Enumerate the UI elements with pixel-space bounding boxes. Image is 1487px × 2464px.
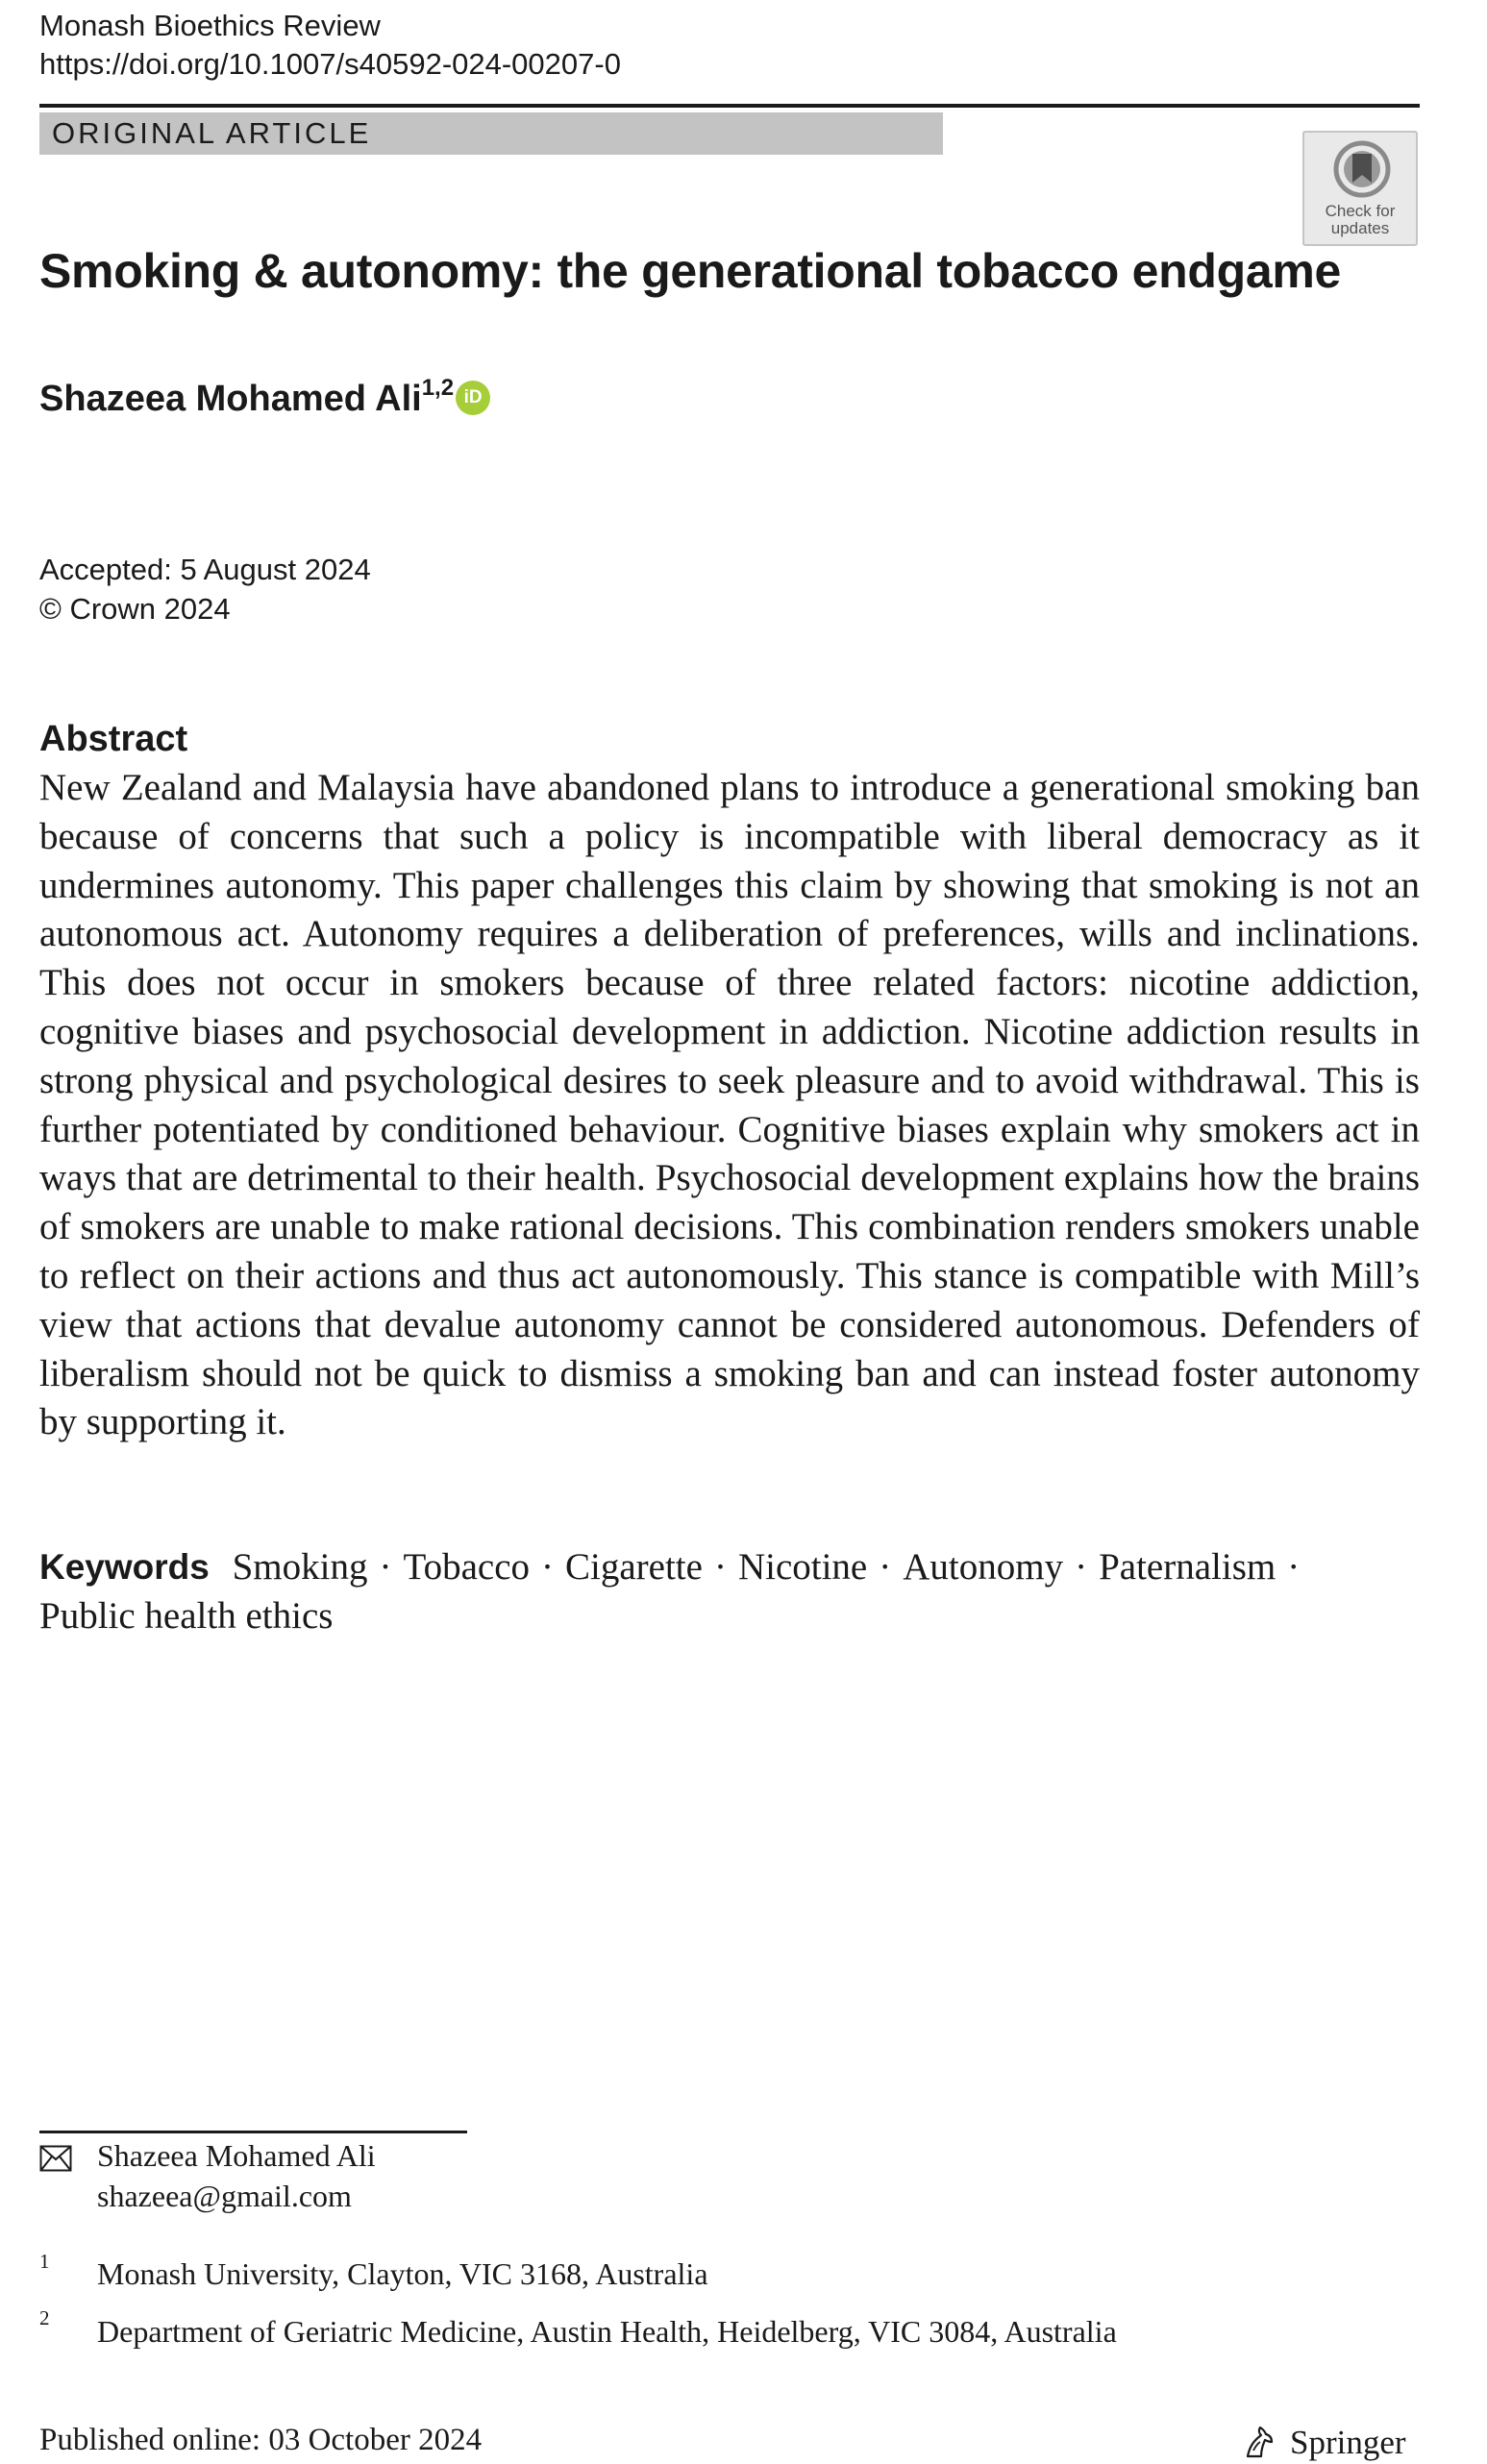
footnote-rule xyxy=(39,2131,467,2133)
affiliation-text: Monash University, Clayton, VIC 3168, Australia xyxy=(97,2256,708,2291)
author-line xyxy=(39,363,490,424)
keyword-separator: · xyxy=(1075,1546,1088,1588)
keyword: Smoking xyxy=(232,1546,368,1588)
check-for-updates-label: Check for updates xyxy=(1325,202,1396,237)
keyword: Public health ethics xyxy=(39,1595,334,1637)
abstract-text: New Zealand and Malaysia have abandoned plans to introduce a generational smoking ban because of concerns that such a policy is incompatible with liberal democracy as it undermines autonomy. This paper challenges this claim by showing that smoking is not an autonomous act. Autonomy requires a deliberation of preferences, wills and inclinations. This does not occur in smokers because of three related factors: nicotine addiction, cognitive biases and psychosocial development in addiction. Nicotine addiction results in strong physical and psychological desires to seek pleasure and to avoid withdrawal. This is further potentiated by conditioned behaviour. Cognitive biases explain why smokers act in ways that are detrimental to their health. Psychosocial development explains how the brains of smokers are unable to make rational decisions. This combination renders smokers unable to reflect on their actions and thus act autonomously. This stance is compatible with Mill’s view that actions that devalue autonomy cannot be considered autonomous. Defenders of liberalism should not be quick to dismiss a smoking ban and can instead foster autonomy by supporting it. xyxy=(39,767,1420,1443)
keyword: Nicotine xyxy=(737,1546,868,1588)
affiliation-number: 1 xyxy=(39,2250,50,2273)
keyword: Cigarette xyxy=(565,1546,703,1588)
keyword-separator: · xyxy=(541,1546,554,1588)
copyright: © Crown 2024 xyxy=(39,592,231,626)
affiliation-text: Department of Geriatric Medicine, Austin Health, Heidelberg, VIC 3084, Australia xyxy=(97,2314,1117,2349)
abstract-heading: Abstract xyxy=(39,719,188,759)
envelope-icon[interactable] xyxy=(39,2145,72,2172)
publisher-name[interactable]: Springer xyxy=(1290,2424,1406,2461)
journal-name: Monash Bioethics Review xyxy=(39,9,381,42)
corresponding-author-email[interactable]: shazeea@gmail.com xyxy=(97,2179,352,2213)
keyword: Autonomy xyxy=(903,1546,1064,1588)
keywords xyxy=(39,1542,1420,1640)
affiliation-number: 2 xyxy=(39,2306,50,2329)
published-date: Published online: 03 October 2024 xyxy=(39,2423,483,2457)
corresponding-author-name: Shazeea Mohamed Ali xyxy=(97,2138,376,2173)
accepted-date: Accepted: 5 August 2024 xyxy=(39,553,371,586)
keyword-separator: · xyxy=(1287,1546,1301,1588)
check-for-updates-badge[interactable] xyxy=(1302,131,1418,246)
keyword-separator: · xyxy=(379,1546,392,1588)
keywords-label: Keywords xyxy=(39,1547,210,1587)
keyword: Tobacco xyxy=(403,1546,530,1588)
keyword-separator: · xyxy=(713,1546,727,1588)
article-title: Smoking & autonomy: the generational tobacco endgame xyxy=(39,244,1342,298)
doi-link[interactable]: https://doi.org/10.1007/s40592-024-00207-0 xyxy=(39,47,621,81)
orcid-icon[interactable]: iD xyxy=(456,381,490,415)
author-name[interactable]: Shazeea Mohamed Ali xyxy=(39,379,422,419)
author-affiliation-marks: 1,2 xyxy=(421,375,455,401)
bookmark-icon xyxy=(1304,133,1420,206)
keyword: Paternalism xyxy=(1099,1546,1276,1588)
header-rule xyxy=(39,104,1420,108)
keyword-separator: · xyxy=(879,1546,892,1588)
springer-horse-icon xyxy=(1240,2424,1278,2462)
article-type-label: ORIGINAL ARTICLE xyxy=(52,116,372,150)
